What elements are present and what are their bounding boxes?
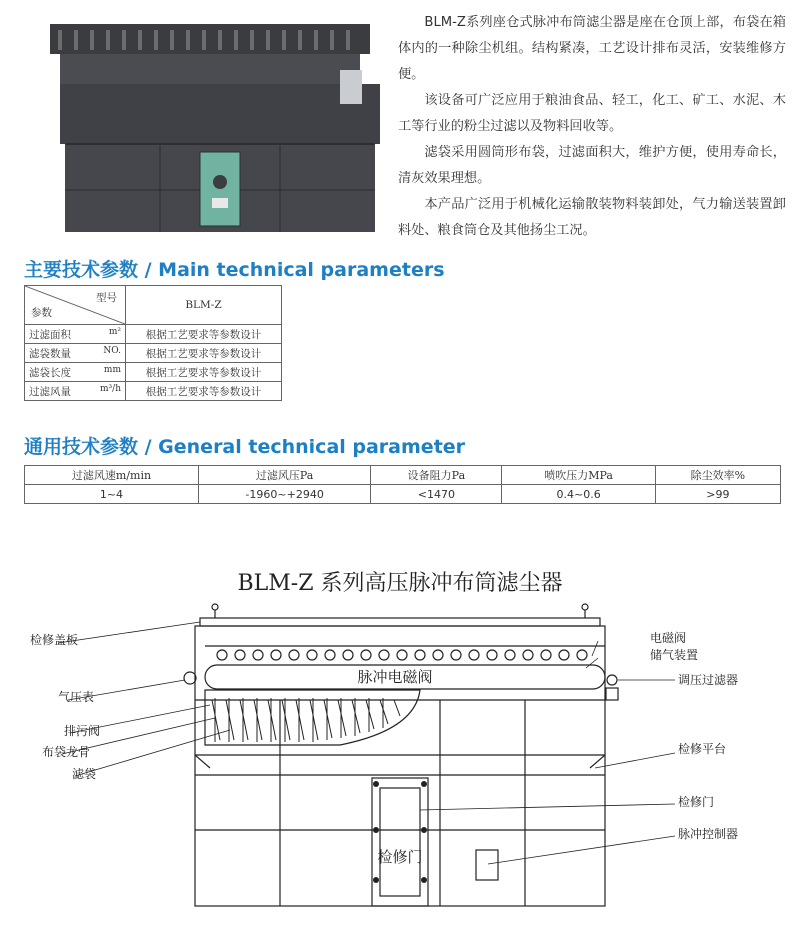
header-model-label: 型号 [96, 292, 117, 304]
manifold-label: 脉冲电磁阀 [357, 668, 433, 686]
main-params-table [24, 285, 282, 401]
general-value: 1~4 [25, 485, 199, 504]
label-filter-bag: 滤袋 [72, 767, 97, 781]
general-header: 除尘效率% [655, 466, 780, 485]
label-air-storage: 储气装置 [650, 648, 699, 662]
general-params-table [24, 465, 781, 504]
param-value: 根据工艺要求等参数设计 [126, 325, 282, 344]
general-value: 0.4~0.6 [502, 485, 655, 504]
product-photo [30, 10, 382, 232]
label-pulse-controller: 脉冲控制器 [678, 827, 739, 841]
structure-diagram [0, 540, 800, 925]
label-bag-cage: 布袋龙骨 [42, 745, 91, 759]
param-value: 根据工艺要求等参数设计 [126, 344, 282, 363]
param-unit: m² [108, 326, 121, 337]
param-name-cell [25, 363, 126, 382]
label-pressure-gauge: 气压表 [58, 690, 95, 704]
param-name: 过滤风量 [29, 385, 71, 398]
general-header: 过滤风速m/min [25, 466, 199, 485]
general-value: >99 [655, 485, 780, 504]
label-drain-valve: 排污阀 [64, 724, 101, 738]
label-maintenance-platform: 检修平台 [678, 742, 727, 756]
header-diagonal-cell [25, 286, 126, 325]
param-name-cell [25, 382, 126, 401]
main-params-title: 主要技术参数 / Main technical parameters [24, 259, 445, 281]
label-regulator-filter: 调压过滤器 [678, 673, 739, 687]
model-cell: BLM-Z [126, 286, 282, 325]
general-value: <1470 [371, 485, 502, 504]
header-param-label: 参数 [31, 307, 52, 319]
param-value: 根据工艺要求等参数设计 [126, 382, 282, 401]
param-value: 根据工艺要求等参数设计 [126, 363, 282, 382]
param-name: 滤袋长度 [29, 366, 71, 379]
general-header: 设备阻力Pa [371, 466, 502, 485]
intro-paragraph: 该设备可广泛应用于粮油食品、轻工，化工、矿工、水泥、木工等行业的粉尘过滤以及物料回收等。 [398, 93, 786, 134]
general-header: 喷吹压力MPa [502, 466, 655, 485]
label-inspection-cover: 检修盖板 [30, 633, 79, 647]
diagram-title: BLM-Z 系列高压脉冲布筒滤尘器 [237, 571, 563, 596]
intro-paragraph: 本产品广泛用于机械化运输散装物料装卸处，气力输送装置卸料处、粮食筒仓及其他扬尘工况。 [398, 197, 786, 238]
intro-paragraph: BLM-Z系列座仓式脉冲布筒滤尘器是座在仓顶上部，布袋在箱体内的一种除尘机组。结构紧凑，工艺设计排布灵活，安装维修方便。 [398, 15, 786, 82]
general-params-title: 通用技术参数 / General technical parameter [24, 436, 466, 458]
param-unit: mm [103, 364, 121, 375]
param-name: 滤袋数量 [29, 347, 71, 360]
param-name-cell [25, 325, 126, 344]
general-value: -1960~+2940 [198, 485, 370, 504]
param-unit: m³/h [100, 383, 121, 394]
general-header: 过滤风压Pa [198, 466, 370, 485]
param-name: 过滤面积 [29, 328, 71, 341]
door-label: 检修门 [377, 848, 423, 866]
label-inspection-door: 检修门 [678, 795, 715, 809]
intro-paragraph: 滤袋采用圆筒形布袋，过滤面积大，维护方便，使用寿命长，清灰效果理想。 [398, 145, 786, 186]
param-unit: NO. [103, 345, 121, 356]
intro-text [398, 10, 786, 244]
param-name-cell [25, 344, 126, 363]
label-solenoid-valve: 电磁阀 [650, 631, 687, 645]
